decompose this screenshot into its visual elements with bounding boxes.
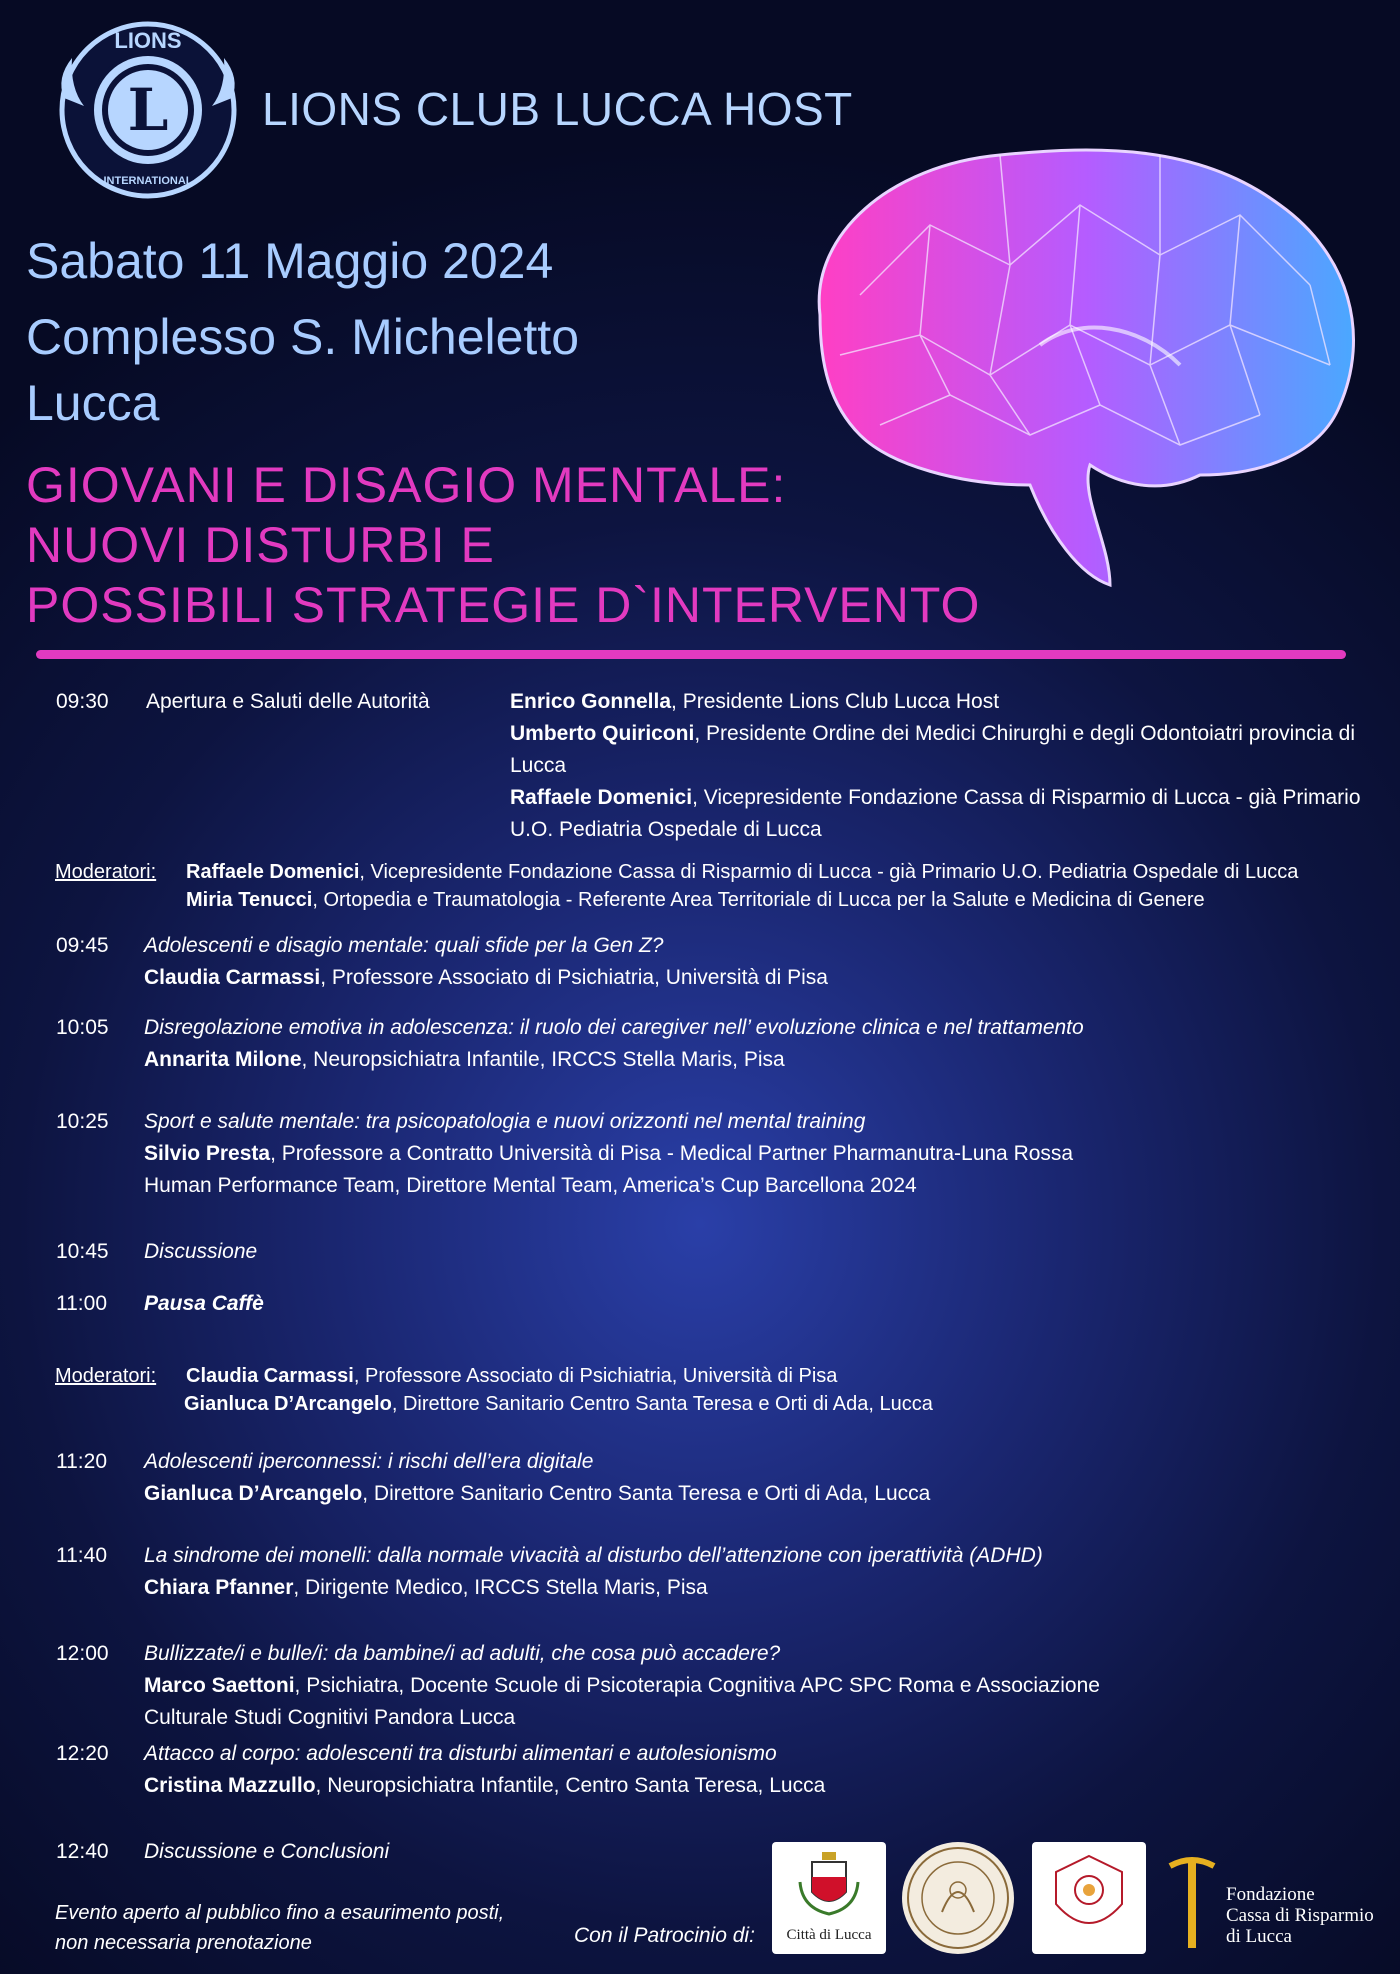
event-date: Sabato 11 Maggio 2024 [26,233,554,289]
speaker-role: , Dirigente Medico, IRCCS Stella Maris, Pisa [293,1576,708,1599]
session-label: Discussione [144,1240,258,1263]
citta-label: Città di Lucca [786,1927,872,1943]
attendance-note [55,1898,504,1958]
talk-title: La sindrome dei monelli: dalla normale vivacità al disturbo dell’attenzione con iperattività (ADHD) [144,1544,1043,1567]
speaker-name: Raffaele Domenici [510,786,693,809]
citta-di-lucca-logo [772,1842,886,1954]
title-divider [36,650,1346,659]
speaker-role: , Professore a Contratto Università di Pisa - Medical Partner Pharmanutra-Luna Rossa [270,1142,1074,1165]
speaker-role: , Vicepresidente Fondazione Cassa di Risparmio di Lucca - già Primario U.O. Pediatria Ospedale di Lucca [510,786,1361,841]
talk-title: Attacco al corpo: adolescenti tra disturbi alimentari e autolesionismo [144,1742,777,1765]
session-time: 11:00 [56,1292,107,1315]
moderator-name: Gianluca D’Arcangelo [184,1393,392,1415]
session-label: Apertura e Saluti delle Autorità [146,690,430,713]
talk-speaker [144,962,1374,994]
talk-time: 10:05 [56,1016,109,1039]
talk-time: 12:00 [56,1642,109,1665]
talk-speaker [144,1670,1374,1702]
speaker-role: , Neuropsichiatra Infantile, IRCCS Stella Maris, Pisa [301,1048,785,1071]
talk-title: Bullizzate/i e bulle/i: da bambine/i ad adulti, che cosa può accadere? [144,1642,781,1665]
speaker-role-continued: Human Performance Team, Direttore Mental Team, America’s Cup Barcellona 2024 [144,1174,917,1197]
talk-time: 09:45 [56,934,109,957]
talk-title: Sport e salute mentale: tra psicopatologia e nuovi orizzonti nel mental training [144,1110,866,1133]
event-title-line-2: NUOVI DISTURBI E [26,517,495,573]
speaker-name: Cristina Mazzullo [144,1774,316,1797]
moderator-name: Miria Tenucci [186,889,313,911]
speaker-role-continued: Culturale Studi Cognitivi Pandora Lucca [144,1706,516,1729]
talk-title: Adolescenti iperconnessi: i rischi dell’era digitale [144,1450,594,1473]
speaker-role: , Presidente Ordine dei Medici Chirurghi e degli Odontoiatri provincia di Lucca [510,722,1356,777]
speaker-name: Gianluca D’Arcangelo [144,1482,363,1505]
fondazione-tau-icon [1168,1852,1216,1952]
session-time: 10:45 [56,1240,109,1263]
fondazione-line: di Lucca [1226,1926,1292,1947]
event-venue: Complesso S. Micheletto [26,309,580,365]
talk-time: 11:20 [56,1450,107,1473]
session-time: 09:30 [56,690,109,713]
svg-text:LIONS: LIONS [114,28,182,53]
speaker-name: Chiara Pfanner [144,1576,294,1599]
talk-time: 11:40 [56,1544,107,1567]
talk-time: 12:20 [56,1742,109,1765]
moderators-label: Moderatori: [55,1365,157,1387]
collegio-seal-icon [902,1842,1014,1954]
event-title-line-3: POSSIBILI STRATEGIE D`INTERVENTO [26,577,981,633]
speaker-role: , Presidente Lions Club Lucca Host [671,690,1000,713]
collegio-medici-seal [902,1842,1014,1954]
speaker-entry [510,718,1380,782]
speaker-role: , Psichiatra, Docente Scuole di Psicoterapia Cognitiva APC SPC Roma e Associazione [294,1674,1100,1697]
talk-time: 10:25 [56,1110,109,1133]
talk-speaker [144,1478,1374,1510]
club-name: LIONS CLUB LUCCA HOST [262,83,853,135]
speaker-name: Enrico Gonnella [510,690,672,713]
moderator-role: , Direttore Sanitario Centro Santa Teresa e Orti di Ada, Lucca [391,1393,933,1415]
lions-international-logo [50,18,246,202]
speaker-role: , Direttore Sanitario Centro Santa Teresa e Orti di Ada, Lucca [362,1482,931,1505]
speaker-name: Marco Saettoni [144,1674,295,1697]
speaker-role: , Professore Associato di Psichiatria, Università di Pisa [320,966,828,989]
fondazione-cassa-name [1226,1884,1374,1947]
speaker-role: , Neuropsichiatra Infantile, Centro Santa Teresa, Lucca [315,1774,826,1797]
session-label: Discussione e Conclusioni [144,1840,390,1863]
session-label: Pausa Caffè [144,1292,264,1315]
associazione-logo [1032,1842,1146,1954]
talk-speaker [144,1138,1374,1170]
moderator-name: Claudia Carmassi [186,1365,354,1387]
talk-title: Disregolazione emotiva in adolescenza: il ruolo dei caregiver nell’ evoluzione clinica e nel trattamento [144,1016,1084,1039]
city-crest-icon [772,1842,886,1922]
talk-title: Adolescenti e disagio mentale: quali sfide per la Gen Z? [144,934,664,957]
associazione-emblem-icon [1032,1842,1146,1954]
moderator-entry [186,884,1386,916]
speaker-name: Claudia Carmassi [144,966,321,989]
speaker-name: Silvio Presta [144,1142,271,1165]
patronage-label: Con il Patrocinio di: [574,1924,755,1947]
talk-speaker [144,1770,1374,1802]
moderator-role: , Vicepresidente Fondazione Cassa di Risparmio di Lucca - già Primario U.O. Pediatria Ospedale di Lucca [359,861,1299,883]
moderators-label: Moderatori: [55,861,157,883]
talk-speaker [144,1572,1374,1604]
event-city: Lucca [26,375,160,431]
svg-text:INTERNATIONAL: INTERNATIONAL [103,175,193,187]
moderator-name: Raffaele Domenici [186,861,360,883]
speaker-entry [510,686,1380,718]
moderator-role: , Ortopedia e Traumatologia - Referente Area Territoriale di Lucca per la Salute e Medicina di Genere [312,889,1205,911]
brain-illustration [780,115,1380,595]
fondazione-line: Cassa di Risparmio [1226,1905,1374,1926]
speaker-name: Annarita Milone [144,1048,302,1071]
session-time: 12:40 [56,1840,109,1863]
speaker-name: Umberto Quiriconi [510,722,695,745]
speaker-entry [510,782,1380,846]
talk-speaker [144,1044,1374,1076]
opening-speakers [510,686,1380,846]
attendance-note-line: Evento aperto al pubblico fino a esaurimento posti, [55,1902,505,1924]
moderator-entry [184,1388,1384,1420]
event-title-line-1: GIOVANI E DISAGIO MENTALE: [26,457,787,513]
attendance-note-line: non necessaria prenotazione [55,1932,312,1954]
moderator-role: , Professore Associato di Psichiatria, Università di Pisa [353,1365,838,1387]
svg-text:L: L [127,76,169,144]
fondazione-line: Fondazione [1226,1884,1315,1905]
